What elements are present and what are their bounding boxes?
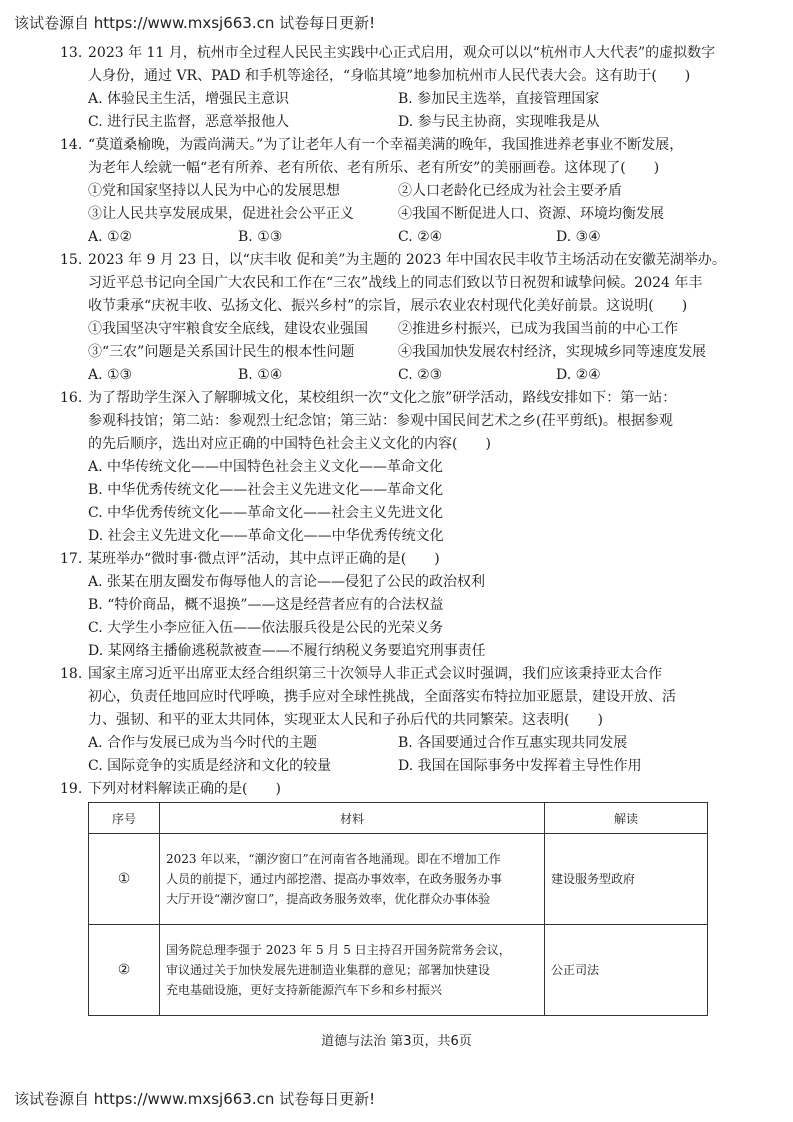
question-number: 13. <box>60 45 83 61</box>
material-line: 国务院总理李强于 2023 年 5 月 5 日主持召开国务院常务会议， <box>166 943 511 957</box>
option-b[interactable]: B. 参加民主选举，直接管理国家 <box>398 91 600 107</box>
row-interpretation: 公正司法 <box>545 925 708 1016</box>
row-index: ① <box>89 834 160 925</box>
question-stem: 2023 年 9 月 23 日，以“庆丰收 促和美”为主题的 2023 年中国农民丰收节主场活动在安徽芜湖举办。 <box>88 252 726 268</box>
question-number: 17. <box>60 551 83 567</box>
option-c[interactable]: C. 中华优秀传统文化——革命文化——社会主义先进文化 <box>88 505 444 521</box>
option-c[interactable]: C. ②④ <box>398 229 443 245</box>
question-stem: 为了帮助学生深入了解聊城文化，某校组织一次“文化之旅”研学活动，路线安排如下：第一站： <box>88 390 677 406</box>
question-stem: 习近平总书记向全国广大农民和工作在“三农”战线上的同志们致以节日祝贺和诚挚问候。2024 年丰 <box>88 275 703 291</box>
option-d[interactable]: D. ③④ <box>556 229 601 245</box>
material-line: 大厅开设“潮汐窗口”，提高政务服务效率，优化群众办事体验 <box>166 892 491 906</box>
question-15 <box>0 249 793 387</box>
question-stem: 为老年人绘就一幅“老有所养、老有所依、老有所乐、老有所安”的美丽画卷。这体现了( ) <box>88 160 660 176</box>
question-stem: 人身份，通过 VR、PAD 和手机等途径，“身临其境”地参加杭州市人民代表大会。这有助于( ) <box>88 68 691 84</box>
option-b[interactable]: B. 各国要通过合作互惠实现共同发展 <box>398 735 628 751</box>
question-number: 16. <box>60 390 83 406</box>
option-d[interactable]: D. ②④ <box>556 367 601 383</box>
question-number: 19. <box>60 781 83 797</box>
column-header-index: 序号 <box>89 803 160 834</box>
question-14 <box>0 134 793 249</box>
material-line: 人员的前提下，通过内部挖潜、提高办事效率，在政务服务办事 <box>166 872 503 886</box>
row-interpretation: 建设服务型政府 <box>545 834 708 925</box>
option-c[interactable]: C. ②③ <box>398 367 443 383</box>
statement-1: ①党和国家坚持以人民为中心的发展思想 <box>88 183 340 199</box>
material-line: 审议通过关于加快发展先进制造业集群的意见；部署加快建设 <box>166 963 491 977</box>
material-line: 2023 年以来，“潮汐窗口”在河南省各地涌现。即在不增加工作 <box>166 852 501 866</box>
material-table <box>88 802 708 1016</box>
statement-4: ④我国加快发展农村经济，实现城乡同等速度发展 <box>398 344 706 360</box>
column-header-material: 材料 <box>160 803 545 834</box>
question-stem: 参观科技馆；第二站：参观烈士纪念馆；第三站：参观中国民间艺术之乡(茌平剪纸)。根据参观 <box>88 413 673 429</box>
question-stem: 的先后顺序，选出对应正确的中国特色社会主义文化的内容( ) <box>88 436 491 452</box>
table-header-row <box>89 803 708 834</box>
statement-4: ④我国不断促进人口、资源、环境均衡发展 <box>398 206 664 222</box>
option-a[interactable]: A. 体验民主生活，增强民主意识 <box>88 91 290 107</box>
option-b[interactable]: B. “特价商品，概不退换”——这是经营者应有的合法权益 <box>88 597 444 613</box>
material-line: 充电基础设施，更好支持新能源汽车下乡和乡村振兴 <box>166 983 443 997</box>
option-a[interactable]: A. 张某在朋友圈发布侮辱他人的言论——侵犯了公民的政治权利 <box>88 574 486 590</box>
option-b[interactable]: B. 中华优秀传统文化——社会主义先进文化——革命文化 <box>88 482 444 498</box>
question-13 <box>0 42 793 134</box>
source-watermark-bottom: 该试卷源自 https://www.mxsj663.cn 试卷每日更新! <box>14 1090 376 1108</box>
option-d[interactable]: D. 我国在国际事务中发挥着主导性作用 <box>398 758 642 774</box>
question-stem: 力、强韧、和平的亚太共同体，实现亚太人民和子孙后代的共同繁荣。这表明( ) <box>88 712 603 728</box>
question-stem: 下列对材料解读正确的是( ) <box>88 781 281 797</box>
row-material <box>160 834 545 925</box>
option-a[interactable]: A. 中华传统文化——中国特色社会主义文化——革命文化 <box>88 459 444 475</box>
statement-2: ②推进乡村振兴，已成为我国当前的中心工作 <box>398 321 678 337</box>
question-stem: “莫道桑榆晚，为霞尚满天。”为了让老年人有一个幸福美满的晚年，我国推进养老事业不断发展， <box>88 137 684 153</box>
option-c[interactable]: C. 国际竞争的实质是经济和文化的较量 <box>88 758 332 774</box>
table-row <box>89 925 708 1016</box>
question-stem: 初心，负责任地回应时代呼唤，携手应对全球性挑战，全面落实布特拉加亚愿景，建设开放、活 <box>88 689 676 705</box>
question-stem: 收节秉承“庆祝丰收、弘扬文化、振兴乡村”的宗旨，展示农业农村现代化美好前景。这说明( ) <box>88 298 688 314</box>
question-stem: 2023 年 11 月，杭州市全过程人民民主实践中心正式启用，观众可以以“杭州市人大代表”的虚拟数字 <box>88 45 716 61</box>
option-d[interactable]: D. 某网络主播偷逃税款被查——不履行纳税义务要追究刑事责任 <box>88 643 486 659</box>
question-stem: 国家主席习近平出席亚太经合组织第三十次领导人非正式会议时强调，我们应该秉持亚太合作 <box>88 666 662 682</box>
option-c[interactable]: C. 大学生小李应征入伍——依法服兵役是公民的光荣义务 <box>88 620 444 636</box>
question-18 <box>0 663 793 778</box>
row-material <box>160 925 545 1016</box>
question-stem: 某班举办“微时事·微点评”活动，其中点评正确的是( ) <box>88 551 440 567</box>
option-c[interactable]: C. 进行民主监督，恶意举报他人 <box>88 114 290 130</box>
row-index: ② <box>89 925 160 1016</box>
question-16 <box>0 387 793 548</box>
statement-3: ③让人民共享发展成果，促进社会公平正义 <box>88 206 354 222</box>
question-19 <box>0 778 793 801</box>
option-d[interactable]: D. 社会主义先进文化——革命文化——中华优秀传统文化 <box>88 528 444 544</box>
question-number: 18. <box>60 666 83 682</box>
source-watermark-top: 该试卷源自 https://www.mxsj663.cn 试卷每日更新! <box>14 14 376 32</box>
option-a[interactable]: A. ①③ <box>88 367 133 383</box>
option-b[interactable]: B. ①④ <box>238 367 283 383</box>
statement-3: ③“三农”问题是关系国计民生的根本性问题 <box>88 344 355 360</box>
column-header-interpretation: 解读 <box>545 803 708 834</box>
option-d[interactable]: D. 参与民主协商，实现唯我是从 <box>398 114 600 130</box>
page-footer: 道德与法治 第3页，共6页 <box>321 1034 472 1049</box>
option-b[interactable]: B. ①③ <box>238 229 283 245</box>
table-row <box>89 834 708 925</box>
option-a[interactable]: A. ①② <box>88 229 133 245</box>
question-17 <box>0 548 793 663</box>
statement-2: ②人口老龄化已经成为社会主要矛盾 <box>398 183 622 199</box>
question-area <box>0 42 793 801</box>
question-number: 14. <box>60 137 83 153</box>
option-a[interactable]: A. 合作与发展已成为当今时代的主题 <box>88 735 318 751</box>
question-number: 15. <box>60 252 83 268</box>
statement-1: ①我国坚决守牢粮食安全底线，建设农业强国 <box>88 321 368 337</box>
